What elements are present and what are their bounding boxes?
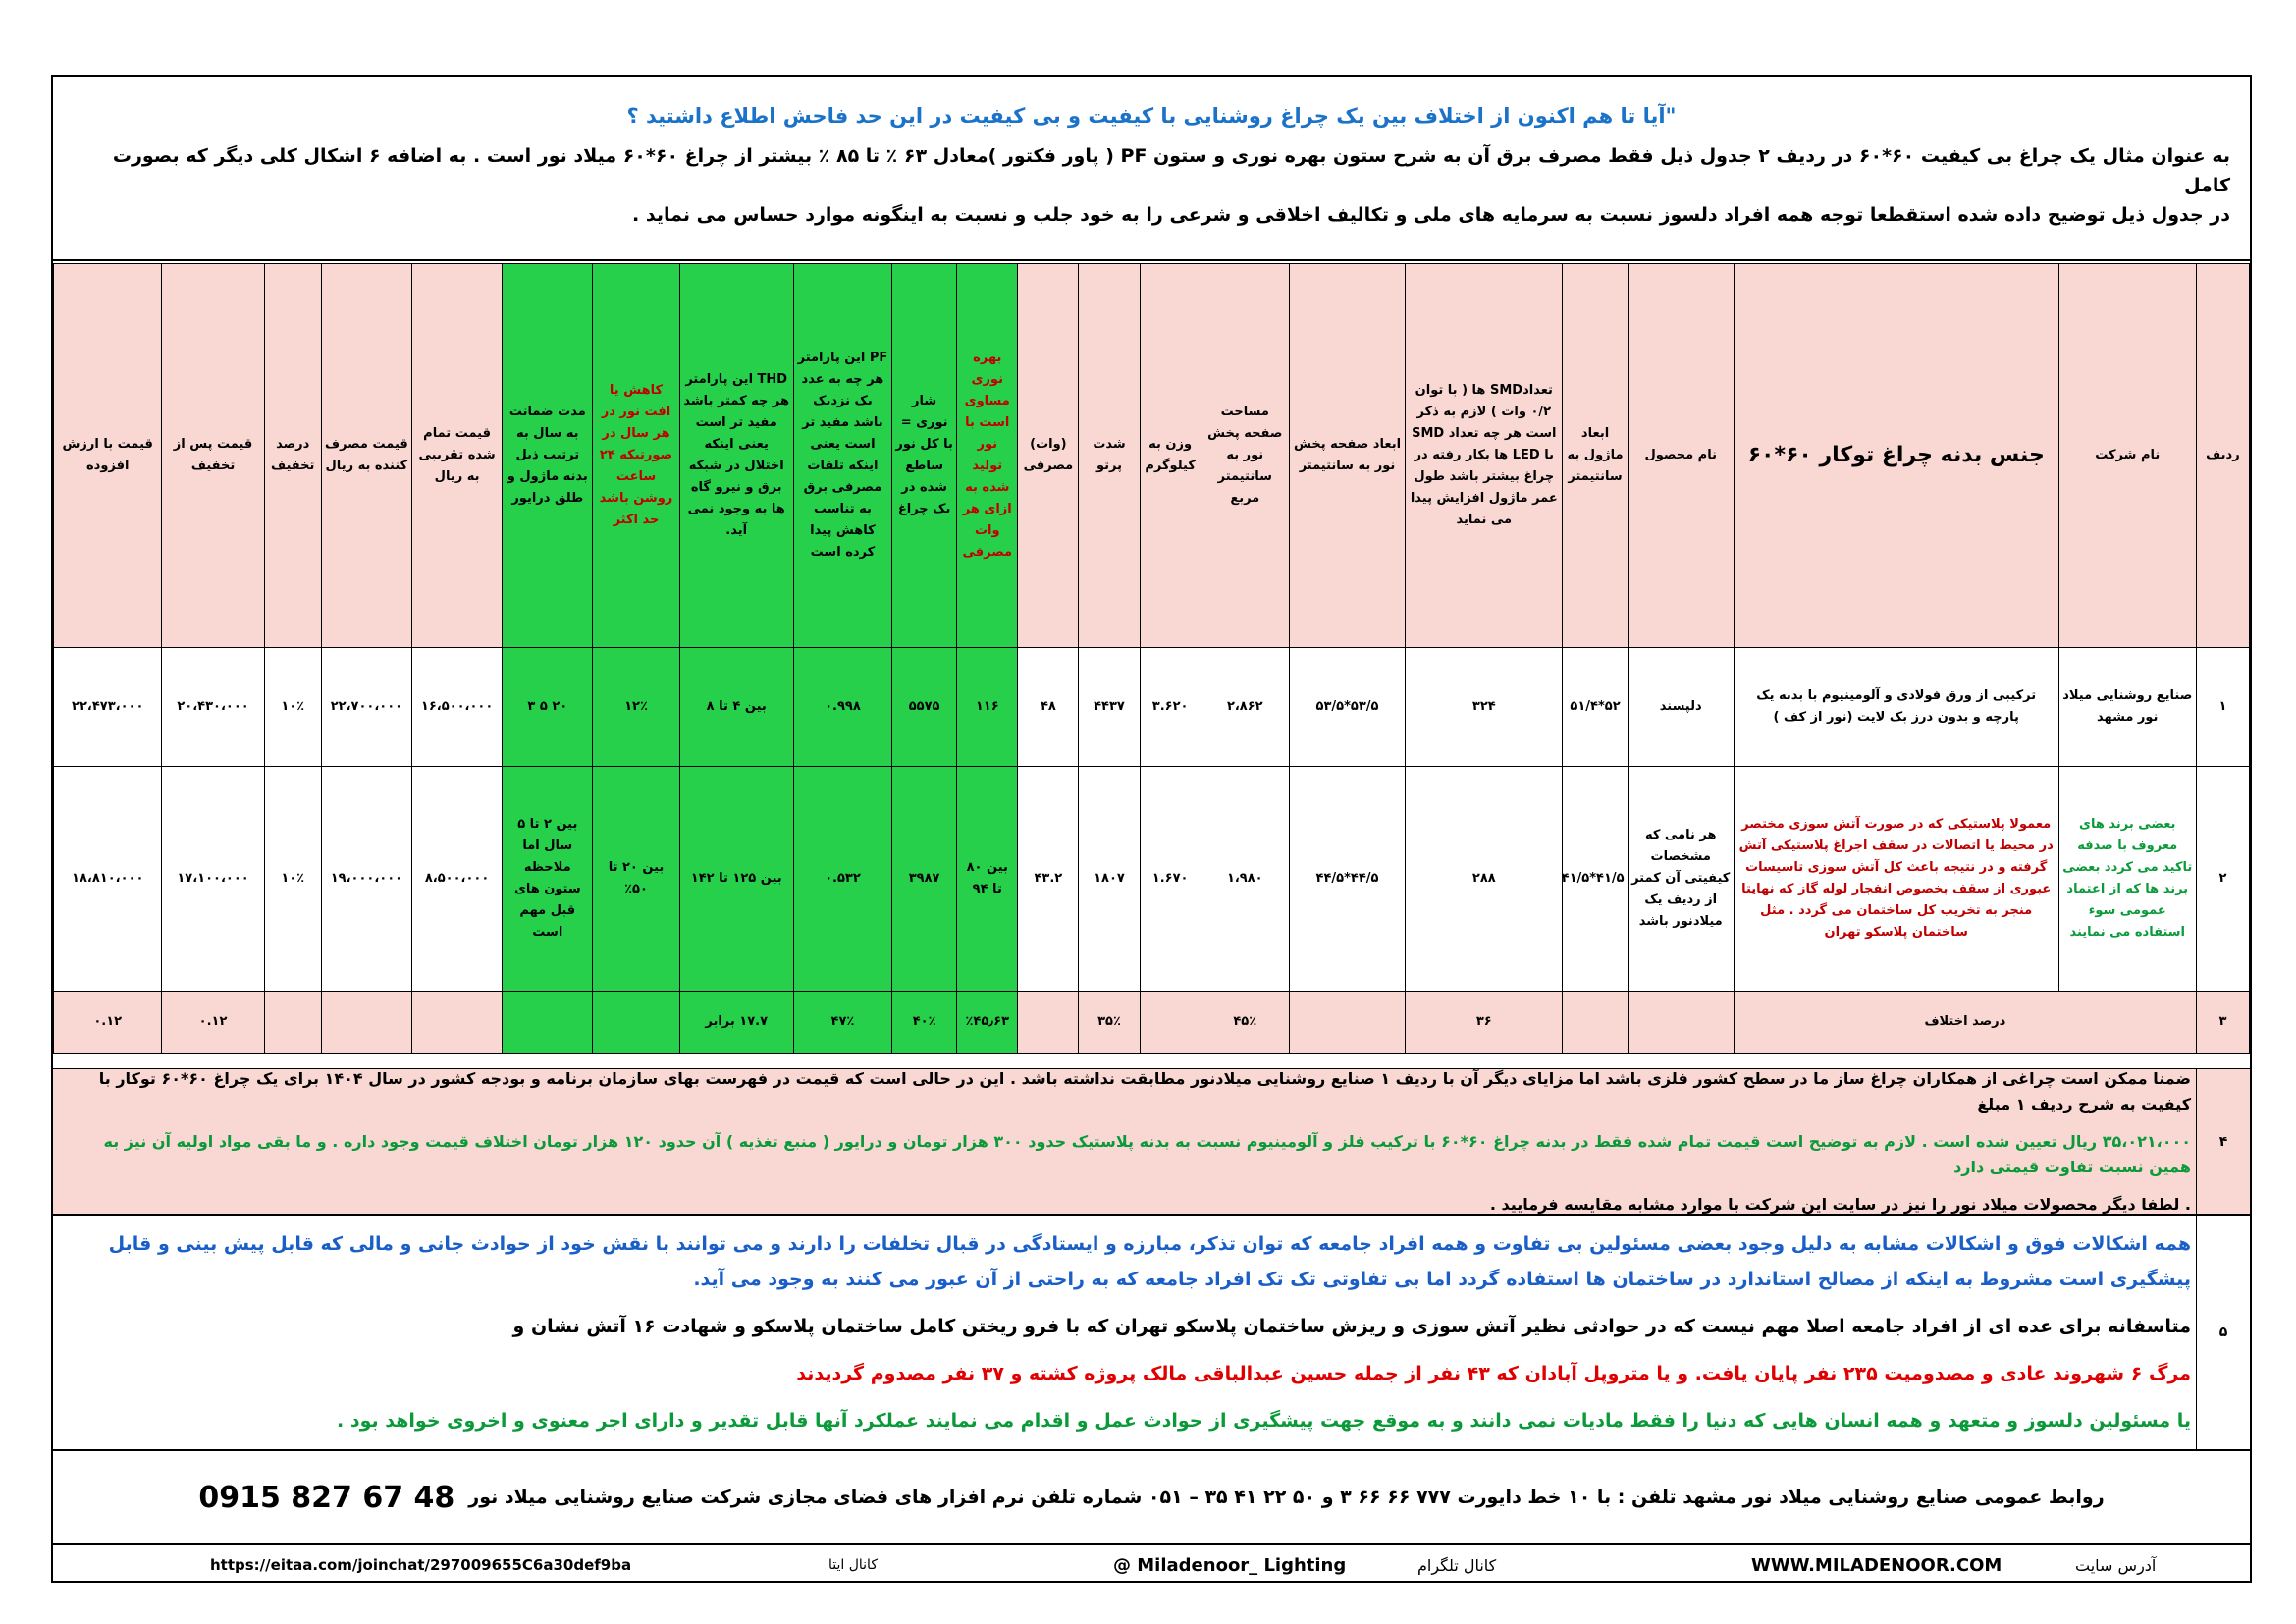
- eitaa-link[interactable]: https://eitaa.com/joinchat/297009655C6a30def9ba: [210, 1556, 632, 1574]
- header-cell: تعدادSMD ها ( با توان ۰/۲ وات ) لازم به ذکر است هر چه تعداد SMD یا LED ها بکار رفته در چراغ بیشتر باشد طول عمر ماژول افزایش پیدا می نماید: [1406, 264, 1563, 648]
- table-cell: بین ۸۰ تا ۹۴: [957, 767, 1018, 992]
- table-cell: ۱۲٪: [593, 648, 679, 767]
- table-cell: ۵۵۷۵: [892, 648, 957, 767]
- table-cell: صنایع روشنایی میلاد نور مشهد: [2058, 648, 2196, 767]
- table-cell: ۱۰٪: [264, 648, 321, 767]
- table-cell: ۰.۱۲: [162, 992, 264, 1054]
- header-cell: قیمت مصرف کننده به ریال: [321, 264, 411, 648]
- table-cell: ۳.۶۲۰: [1140, 648, 1201, 767]
- table-cell: ۱۸،۸۱۰،۰۰۰: [54, 767, 162, 992]
- table-header-row: [54, 264, 2250, 648]
- table-cell: ۱۹،۰۰۰،۰۰۰: [321, 767, 411, 992]
- table-cell: بین ۴ تا ۸: [679, 648, 793, 767]
- table-cell: ۴۵٪: [1201, 992, 1289, 1054]
- header-cell: قیمت پس از تخفیف: [162, 264, 264, 648]
- contact-text: روابط عمومی صنایع روشنایی میلاد نور مشهد تلفن : با ۱۰ خط دایورت ۷۷۷ ۶۶ ۶۶ ۳ و ۵۰ ۲۲ ۴۱ ۳۵ – ۰۵۱ شماره تلفن نرم افزار های فضای مجازی شرکت صنایع روشنایی میلاد نور: [468, 1487, 2105, 1508]
- table-cell: [1628, 992, 1734, 1054]
- header-cell: نام شرکت: [2058, 264, 2196, 648]
- header-cell: کاهش یا افت نور در هر سال در صورتیکه ۲۴ ساعت روشن باشد حد اکثر: [593, 264, 679, 648]
- header-cell: وزن به کیلوگرم: [1140, 264, 1201, 648]
- table-cell: ۴۷٪: [793, 992, 891, 1054]
- header-cell: قیمت با ارزش افزوده: [54, 264, 162, 648]
- row-number: ۴: [2196, 1069, 2250, 1214]
- table-cell: [264, 992, 321, 1054]
- table-cell: ترکیبی از ورق فولادی و آلومینیوم با بدنه یک پارچه و بدون درز بک لایت (نور از کف ): [1734, 648, 2058, 767]
- contact-line: [53, 1451, 2250, 1545]
- table-cell: ۰.۵۳۲: [793, 767, 891, 992]
- table-cell: [1018, 992, 1079, 1054]
- table-cell: ۲،۸۶۲: [1201, 648, 1289, 767]
- table-cell: بین ۲۰ تا ۵۰٪: [593, 767, 679, 992]
- website-label: آدرس سایت: [2075, 1555, 2157, 1575]
- note-paragraph: مرگ ۶ شهروند عادی و مصدومیت ۲۳۵ نفر پایان یافت. و یا متروپل آبادان که ۴۳ نفر از جمله حسین عبدالباقی مالک پروژه کشته و ۳۷ نفر مصدوم گردیدند: [796, 1363, 2191, 1384]
- table-cell: ۴۴۳۷: [1079, 648, 1140, 767]
- intro-line-2: در جدول ذیل توضیح داده شده استقطعا توجه همه افراد دلسوز نسبت به سرمایه های ملی و تکالیف اخلاقی و شرعی را به خود جلب و نسبت به اینگونه موارد حساس می نماید .: [632, 204, 2230, 226]
- intro-question: "آیا تا هم اکنون از اختلاف بین یک چراغ روشنایی با کیفیت و بی کیفیت در این حد فاحش اطلاع داشتید ؟: [626, 104, 1677, 128]
- note-row-4: [53, 1068, 2250, 1216]
- header-cell: درصد تخفیف: [264, 264, 321, 648]
- header-cell: ردیف: [2196, 264, 2249, 648]
- table-row: [54, 767, 2250, 992]
- table-cell: ۸،۵۰۰،۰۰۰: [411, 767, 502, 992]
- table-cell: ۱۷.۷ برابر: [679, 992, 793, 1054]
- table-cell: ۲۸۸: [1406, 767, 1563, 992]
- intro-line-1: به عنوان مثال یک چراغ بی کیفیت ۶۰*۶۰ در ردیف ۲ جدول ذیل فقط مصرف برق آن به شرح ستون بهره نوری و ستون PF ( پاور فکتور )معادل ۶۳ ٪ تا ۸۵ ٪ بیشتر از چراغ ۶۰*۶۰ میلاد نور است . به اضافه ۶ اشکال کلی دیگر که بصورت کامل: [112, 145, 2230, 196]
- header-cell: (وات) مصرفی: [1018, 264, 1079, 648]
- telegram-id[interactable]: @ Miladenoor_ Lighting: [1113, 1554, 1347, 1576]
- header-cell: جنس بدنه چراغ توکار ۶۰*۶۰: [1734, 264, 2058, 648]
- table-cell: ۳۶: [1406, 992, 1563, 1054]
- comparison-table: [53, 263, 2250, 1054]
- table-row-difference: [54, 992, 2250, 1054]
- table-cell: ۳۲۴: [1406, 648, 1563, 767]
- table-cell: [503, 992, 593, 1054]
- note-paragraph: . لطفا دیگر محصولات میلاد نور را نیز در سایت این شرکت با موارد مشابه مقایسه فرمایید .: [1489, 1194, 2191, 1214]
- header-cell: قیمت تمام شده تقریبی به ریال: [411, 264, 502, 648]
- table-cell: ۴۸: [1018, 648, 1079, 767]
- table-cell: هر نامی که مشخصات کیفیتی آن کمتر از ردیف یک میلادنور باشد: [1628, 767, 1734, 992]
- table-cell: بین ۲ تا ۵ سال اما ملاحظه ستون های قبل مهم است: [503, 767, 593, 992]
- table-cell: درصد اختلاف: [1734, 992, 2196, 1054]
- note-paragraph: متاسفانه برای عده ای از افراد جامعه اصلا مهم نیست که در حوادثی نظیر آتش سوزی و ریزش ساختمان پلاسکو تهران که با فرو ریختن کامل ساختمان پلاسکو و شهادت ۱۶ آتش نشان و: [512, 1316, 2191, 1337]
- header-cell: شدت پرتو: [1079, 264, 1140, 648]
- note-paragraph: یا مسئولین دلسوز و متعهد و همه انسان هایی که دنیا را فقط مادیات نمی دانند و به موقع جهت پیشگیری از حوادث عمل و اقدام می نمایند عملکرد آنها قابل تقدیر و دارای اجر معنوی و اخروی خواهد بود .: [337, 1410, 2191, 1432]
- table-cell: ۴۱/۵*۴۱/۵: [1563, 767, 1628, 992]
- note-paragraph: همه اشکالات فوق و اشکالات مشابه به دلیل وجود بعضی مسئولین بی تفاوت و همه افراد جامعه که توان تذکر، مبارزه و ایستادگی در قبال تخلفات را دارند و می توانند با نقش خود از حوادث جانی و مالی که قابل پیش بینی و قابل پیشگیری است مشروط به اینکه از مصالح استاندارد در ساختمان ها استفاده گردد اما بی تفاوتی تک تک افراد جامعه که به راحتی از آن عبور می کنند به وجود می آید.: [108, 1233, 2191, 1290]
- row-number: ۵: [2196, 1216, 2250, 1449]
- eitaa-label: کانال ایتا: [828, 1557, 878, 1573]
- table-cell: معمولا پلاستیکی که در صورت آتش سوزی مختصر در محیط یا اتصالات در سقف اجراغ پلاستیکی آتش گرفته و در نتیجه باعث کل آتش سوزی تاسیسات عبوری از سقف بخصوص انفجار لوله گاز که نهایتا منجر به تخریب کل ساختمان می گردد . مثل ساختمان پلاسکو تهران: [1734, 767, 2058, 992]
- mobile-number: 0915 827 67 48: [198, 1480, 455, 1515]
- header-cell: مدت ضمانت به سال به ترتیب ذیل بدنه ماژول و طلق درایور: [503, 264, 593, 648]
- table-cell: [593, 992, 679, 1054]
- table-cell: ۱۰٪: [264, 767, 321, 992]
- table-cell: دلپسند: [1628, 648, 1734, 767]
- table-cell: ٪۴۵٫۶۳: [957, 992, 1018, 1054]
- header-cell: ابعاد ماژول به سانتیمتر: [1563, 264, 1628, 648]
- table-cell: ۲۰،۴۳۰،۰۰۰: [162, 648, 264, 767]
- table-cell: بین ۱۲۵ تا ۱۴۲: [679, 767, 793, 992]
- table-cell: ۱۷،۱۰۰،۰۰۰: [162, 767, 264, 992]
- table-cell: ۱.۶۷۰: [1140, 767, 1201, 992]
- note-row-5: [53, 1216, 2250, 1451]
- website-link[interactable]: WWW.MILADENOOR.COM: [1751, 1554, 2002, 1576]
- table-cell: ۲۰ ۵ ۳: [503, 648, 593, 767]
- table-cell: ۲: [2196, 767, 2249, 992]
- table-cell: ۱: [2196, 648, 2249, 767]
- table-cell: ۵۲*۵۱/۴: [1563, 648, 1628, 767]
- table-cell: [1140, 992, 1201, 1054]
- note-paragraph: ضمنا ممکن است چراغی از همکاران چراغ ساز ما در سطح کشور فلزی باشد اما مزایای دیگر آن با ردیف ۱ صنایع روشنایی میلادنور مطابقت نداشته باشد . این در حالی است که قیمت در فهرست بهای سازمان برنامه و بودجه کشور در سال ۱۴۰۴ برای یک چراغ ۶۰*۶۰ توکار با کیفیت به شرح ردیف ۱ مبلغ: [98, 1068, 2191, 1113]
- header-cell: مساحت صفحه پخش نور به سانتیمتر مربع: [1201, 264, 1289, 648]
- table-cell: ۱،۹۸۰: [1201, 767, 1289, 992]
- table-cell: [1563, 992, 1628, 1054]
- table-cell: [321, 992, 411, 1054]
- table-cell: ۲۲،۴۷۳،۰۰۰: [54, 648, 162, 767]
- header-cell: PF این پارامتر هر چه به عدد یک نزدیک باشد مفید تر است یعنی اینکه تلفات مصرفی برق به تناسب کاهش پیدا کرده است: [793, 264, 891, 648]
- table-cell: ۳: [2196, 992, 2249, 1054]
- table-cell: ۳۵٪: [1079, 992, 1140, 1054]
- table-cell: ۴۳.۲: [1018, 767, 1079, 992]
- table-cell: ۱۱۶: [957, 648, 1018, 767]
- footer: [53, 1545, 2250, 1585]
- header-cell: بهره نوری مساوی است با نور تولید شده به ازای هر وات مصرفی: [957, 264, 1018, 648]
- table-cell: ۳۹۸۷: [892, 767, 957, 992]
- table-row: [54, 648, 2250, 767]
- header-cell: THD این پارامتر هر چه کمتر باشد مفید تر است یعنی اینکه اختلال در شبکه برق و نیرو گاه ها به وجود نمی آید.: [679, 264, 793, 648]
- table-cell: بعضی برند های معروف با صدفه تاکید می کردد بعضی برند ها که از اعتماد عمومی سوء استفاده می نمایند: [2058, 767, 2196, 992]
- table-cell: ۴۰٪: [892, 992, 957, 1054]
- note-paragraph: ۳۵،۰۲۱،۰۰۰ ریال تعیین شده است . لازم به توضیح است قیمت تمام شده فقط در بدنه چراغ ۶۰*۶۰ با ترکیب فلز و آلومینیوم نسبت به بدنه پلاستیک حدود ۳۰۰ هزار تومان و درایور ( منبع تغذیه ) آن حدود ۱۲۰ هزار تومان اختلاف قیمت وجود داره . و ما بقی مواد اولیه آن نیز به همین نسبت تفاوت قیمتی دارد: [103, 1131, 2191, 1176]
- header-cell: شار نوری = با کل نور ساطع شده در یک چراغ: [892, 264, 957, 648]
- table-cell: ۴۴/۵*۴۴/۵: [1289, 767, 1405, 992]
- header-cell: ابعاد صفحه پخش نور به سانتیمتر: [1289, 264, 1405, 648]
- table-cell: ۲۲،۷۰۰،۰۰۰: [321, 648, 411, 767]
- table-cell: ۰.۱۲: [54, 992, 162, 1054]
- table-cell: [411, 992, 502, 1054]
- header-cell: نام محصول: [1628, 264, 1734, 648]
- table-cell: [1289, 992, 1405, 1054]
- table-cell: ۵۳/۵*۵۳/۵: [1289, 648, 1405, 767]
- intro-block: [53, 77, 2250, 261]
- table-cell: ۱۶،۵۰۰،۰۰۰: [411, 648, 502, 767]
- table-cell: ۰.۹۹۸: [793, 648, 891, 767]
- document-frame: [51, 75, 2252, 1583]
- table-cell: ۱۸۰۷: [1079, 767, 1140, 992]
- telegram-label: کانال تلگرام: [1417, 1555, 1497, 1575]
